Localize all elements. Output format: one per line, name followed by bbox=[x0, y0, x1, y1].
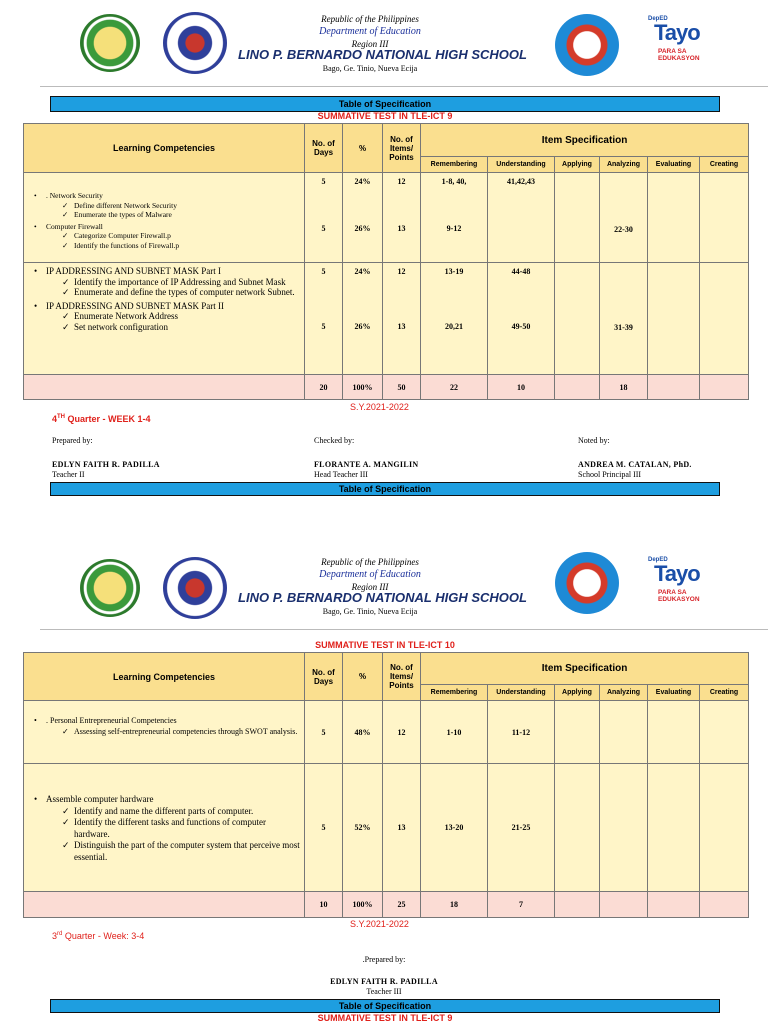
und-cell-b1 bbox=[488, 173, 555, 263]
total2-rem: 18 bbox=[421, 892, 488, 918]
competency-row2-2 bbox=[24, 764, 305, 892]
deped-seal-icon-2 bbox=[80, 559, 140, 617]
days-b2-r1: 5 bbox=[321, 267, 326, 276]
noted-label-1: Noted by: bbox=[578, 436, 610, 445]
items-b1-r2: 13 bbox=[397, 224, 406, 233]
checked-name-1: FLORANTE A. MANGILIN bbox=[314, 460, 419, 469]
pct-b1-r1: 24% bbox=[354, 177, 371, 186]
pct-b1-r2: 26% bbox=[354, 224, 371, 233]
test-title-3: SUMMATIVE TEST IN TLE-ICT 9 bbox=[317, 1013, 453, 1023]
sub-distinguish-part: ✓ Distinguish the part of the computer system that perceive most essential. bbox=[32, 840, 300, 863]
quarter-text-2: Quarter - Week: 3-4 bbox=[62, 931, 145, 941]
prepared-role-1: Teacher II bbox=[52, 470, 85, 479]
checked-label-1: Checked by: bbox=[314, 436, 355, 445]
pct-b2-r1: 24% bbox=[354, 267, 371, 276]
quarter-num-2: 3 bbox=[52, 931, 58, 941]
sub-functions-firewall: ✓ Identify the functions of Firewall.p bbox=[32, 241, 300, 251]
header-item-spec: Item Specification bbox=[421, 124, 749, 157]
school-year-2: S.Y.2021-2022 bbox=[350, 919, 409, 929]
rem2-r1: 1-10 bbox=[421, 701, 488, 764]
header-applying: Applying bbox=[555, 157, 600, 173]
topic-ip-part-2: • IP ADDRESSING AND SUBNET MASK Part II bbox=[32, 301, 300, 312]
total-und: 10 bbox=[488, 375, 555, 400]
sub-define-network-security: ✓ Define different Network Security bbox=[32, 201, 300, 211]
topic-computer-firewall: • Computer Firewall bbox=[32, 222, 300, 232]
school-year-1: S.Y.2021-2022 bbox=[350, 402, 409, 412]
total2-days: 10 bbox=[305, 892, 343, 918]
total-ana: 18 bbox=[600, 375, 648, 400]
sub-tasks-functions: ✓ Identify the different tasks and functions of computer hardware. bbox=[32, 817, 300, 840]
rem2-r2: 13-20 bbox=[421, 764, 488, 892]
header2-applying: Applying bbox=[555, 685, 600, 701]
ana2-r1 bbox=[600, 701, 648, 764]
und-b1-r1: 41,42,43 bbox=[507, 177, 535, 186]
pct-cell-b2 bbox=[343, 263, 383, 375]
prepared-label-1: Prepared by: bbox=[52, 436, 93, 445]
header2-analyzing: Analyzing bbox=[600, 685, 648, 701]
school-name-2: LINO P. BERNARDO NATIONAL HIGH SCHOOL bbox=[238, 590, 527, 605]
days-b1-r2: 5 bbox=[321, 224, 326, 233]
school-address: Bago, Ge. Tinio, Nueva Ecija bbox=[322, 64, 418, 73]
days-cell-b2 bbox=[305, 263, 343, 375]
total2-ana bbox=[600, 892, 648, 918]
ana-cell-b1 bbox=[600, 173, 648, 263]
test-title-2: SUMMATIVE TEST IN TLE-ICT 10 bbox=[315, 640, 455, 650]
eval2-r2 bbox=[648, 764, 700, 892]
topic-ip-part-1: • IP ADDRESSING AND SUBNET MASK Part I bbox=[32, 266, 300, 277]
department-line-2: Department of Education bbox=[319, 569, 421, 580]
eval-cell-b1 bbox=[648, 173, 700, 263]
total2-label-cell bbox=[24, 892, 305, 918]
items-b1-r1: 12 bbox=[397, 177, 406, 186]
tos-bar-1: Table of Specification bbox=[50, 96, 720, 112]
items-b2-r1: 12 bbox=[397, 267, 406, 276]
header-evaluating: Evaluating bbox=[648, 157, 700, 173]
noted-name-1: ANDREA M. CATALAN, PhD. bbox=[578, 460, 692, 469]
total2-create bbox=[700, 892, 749, 918]
create-cell-b2 bbox=[700, 263, 749, 375]
header-days: No. of Days bbox=[305, 124, 343, 173]
ana-cell-b2 bbox=[600, 263, 648, 375]
deped-seal-icon bbox=[80, 14, 140, 72]
pct-b2-r2: 26% bbox=[354, 322, 371, 331]
days2-r2: 5 bbox=[305, 764, 343, 892]
und-b2-r2: 49-50 bbox=[511, 322, 531, 331]
header2-competencies: Learning Competencies bbox=[24, 653, 305, 701]
rem-b1-r1: 1-8, 40, bbox=[441, 177, 467, 186]
eval-cell-b2 bbox=[648, 263, 700, 375]
quarter-sup-2: rd bbox=[57, 931, 63, 937]
rem-b1-r2: 9-12 bbox=[446, 224, 462, 233]
school-seal-icon-2 bbox=[555, 552, 619, 614]
header-separator-1 bbox=[40, 86, 768, 87]
prepared-role-2: Teacher III bbox=[366, 987, 402, 996]
header-items: No. of Items/ Points bbox=[383, 124, 421, 173]
und-b2-r1: 44-48 bbox=[511, 267, 531, 276]
sub-network-config: ✓ Set network configuration bbox=[32, 322, 300, 333]
prepared-name-1: EDLYN FAITH R. PADILLA bbox=[52, 460, 160, 469]
tayo-sub: PARA SA EDUKASYON bbox=[658, 48, 700, 62]
total2-und: 7 bbox=[488, 892, 555, 918]
total-days: 20 bbox=[305, 375, 343, 400]
ana-b2-r2: 31-39 bbox=[614, 323, 633, 332]
total-app bbox=[555, 375, 600, 400]
prepared-label-2: .Prepared by: bbox=[362, 955, 406, 964]
header-analyzing: Analyzing bbox=[600, 157, 648, 173]
rem-cell-b1 bbox=[421, 173, 488, 263]
app2-r1 bbox=[555, 701, 600, 764]
quarter-label-1 bbox=[52, 414, 151, 424]
total2-items: 25 bbox=[383, 892, 421, 918]
und2-r2: 21-25 bbox=[488, 764, 555, 892]
deped-mini-label: DepED bbox=[648, 16, 668, 22]
school-seal-icon bbox=[555, 14, 619, 76]
topic-assemble-hardware: • Assemble computer hardware bbox=[32, 794, 300, 806]
sub-name-parts: ✓ Identify and name the different parts of computer. bbox=[32, 806, 300, 818]
items-cell-b2 bbox=[383, 263, 421, 375]
school-name: LINO P. BERNARDO NATIONAL HIGH SCHOOL bbox=[238, 47, 527, 62]
quarter-text-1: Quarter - WEEK 1-4 bbox=[65, 414, 151, 424]
school-address-2: Bago, Ge. Tinio, Nueva Ecija bbox=[322, 607, 418, 616]
header-creating: Creating bbox=[700, 157, 749, 173]
rem-b2-r2: 20,21 bbox=[445, 322, 463, 331]
eval2-r1 bbox=[648, 701, 700, 764]
header2-item-spec: Item Specification bbox=[421, 653, 749, 685]
total2-eval bbox=[648, 892, 700, 918]
region-line-2: Region III bbox=[351, 582, 389, 592]
total-label-cell bbox=[24, 375, 305, 400]
ana-b1-r2: 22-30 bbox=[614, 225, 633, 234]
region-line: Region III bbox=[351, 39, 389, 49]
und-cell-b2 bbox=[488, 263, 555, 375]
total-rem: 22 bbox=[421, 375, 488, 400]
tos-bar-3: Table of Specification bbox=[50, 999, 720, 1013]
noted-role-1: School Principal III bbox=[578, 470, 642, 479]
days-cell-b1 bbox=[305, 173, 343, 263]
header2-understanding: Understanding bbox=[488, 685, 555, 701]
pct2-r1: 48% bbox=[343, 701, 383, 764]
app2-r2 bbox=[555, 764, 600, 892]
und2-r1: 11-12 bbox=[488, 701, 555, 764]
topic-pecs: • . Personal Entrepreneurial Competencies bbox=[32, 715, 300, 726]
sub-categorize-firewall: ✓ Categorize Computer Firewall.p bbox=[32, 231, 300, 241]
total2-pct: 100% bbox=[343, 892, 383, 918]
total-eval bbox=[648, 375, 700, 400]
app-cell-b1 bbox=[555, 173, 600, 263]
test-title-1: SUMMATIVE TEST IN TLE-ICT 9 bbox=[317, 111, 453, 121]
total-pct: 100% bbox=[343, 375, 383, 400]
ana2-r2 bbox=[600, 764, 648, 892]
items2-r2: 13 bbox=[383, 764, 421, 892]
checked-role-1: Head Teacher III bbox=[314, 470, 368, 479]
rem-b2-r1: 13-19 bbox=[444, 267, 464, 276]
pct-cell-b1 bbox=[343, 173, 383, 263]
header-separator-2 bbox=[40, 629, 768, 630]
quarter-num-1: 4 bbox=[52, 414, 58, 424]
header-competencies: Learning Competencies bbox=[24, 124, 305, 173]
kagawaran-seal-icon bbox=[163, 12, 227, 74]
rem-cell-b2 bbox=[421, 263, 488, 375]
header-remembering: Remembering bbox=[421, 157, 488, 173]
sub-types-subnet: ✓ Enumerate and define the types of computer network Subnet. bbox=[32, 287, 300, 298]
quarter-sup-1: TH bbox=[57, 414, 66, 420]
header2-remembering: Remembering bbox=[421, 685, 488, 701]
header2-evaluating: Evaluating bbox=[648, 685, 700, 701]
app-cell-b2 bbox=[555, 263, 600, 375]
items2-r1: 12 bbox=[383, 701, 421, 764]
tayo-word-2: Tayo bbox=[654, 561, 700, 586]
header2-items: No. of Items/ Points bbox=[383, 653, 421, 701]
tayo-word: Tayo bbox=[654, 20, 700, 45]
pct2-r2: 52% bbox=[343, 764, 383, 892]
items-cell-b1 bbox=[383, 173, 421, 263]
competency-row2-1 bbox=[24, 701, 305, 764]
topic-network-security: • . Network Security bbox=[32, 191, 300, 201]
republic-line-2: Republic of the Philippines bbox=[321, 557, 419, 567]
quarter-label-2 bbox=[52, 931, 144, 941]
tayo-logo-2 bbox=[640, 555, 720, 615]
header2-creating: Creating bbox=[700, 685, 749, 701]
prepared-name-2: EDLYN FAITH R. PADILLA bbox=[330, 977, 438, 986]
days-b1-r1: 5 bbox=[321, 177, 326, 186]
sub-swot: ✓ Assessing self-entrepreneurial competencies through SWOT analysis. bbox=[32, 726, 300, 737]
create2-r1 bbox=[700, 701, 749, 764]
header2-percent: % bbox=[343, 653, 383, 701]
kagawaran-seal-icon-2 bbox=[163, 557, 227, 619]
deped-mini-label-2: DepED bbox=[648, 557, 668, 563]
tos-table-2 bbox=[23, 652, 749, 918]
days-b2-r2: 5 bbox=[321, 322, 326, 331]
sub-importance-ip: ✓ Identify the importance of IP Addressing and Subnet Mask bbox=[32, 277, 300, 288]
competency-block-2 bbox=[24, 263, 305, 375]
competency-block-1 bbox=[24, 173, 305, 263]
header-understanding: Understanding bbox=[488, 157, 555, 173]
department-line: Department of Education bbox=[319, 26, 421, 37]
total2-app bbox=[555, 892, 600, 918]
tayo-logo bbox=[640, 14, 720, 74]
header-percent: % bbox=[343, 124, 383, 173]
days2-r1: 5 bbox=[305, 701, 343, 764]
sub-enumerate-malware: ✓ Enumerate the types of Malware bbox=[32, 210, 300, 220]
items-b2-r2: 13 bbox=[397, 322, 406, 331]
create-cell-b1 bbox=[700, 173, 749, 263]
tayo-sub-2: PARA SA EDUKASYON bbox=[658, 589, 700, 603]
sub-network-address: ✓ Enumerate Network Address bbox=[32, 311, 300, 322]
header2-days: No. of Days bbox=[305, 653, 343, 701]
republic-line: Republic of the Philippines bbox=[321, 14, 419, 24]
total-items: 50 bbox=[383, 375, 421, 400]
create2-r2 bbox=[700, 764, 749, 892]
tos-table-1 bbox=[23, 123, 749, 400]
total-create bbox=[700, 375, 749, 400]
tos-bar-2: Table of Specification bbox=[50, 482, 720, 496]
